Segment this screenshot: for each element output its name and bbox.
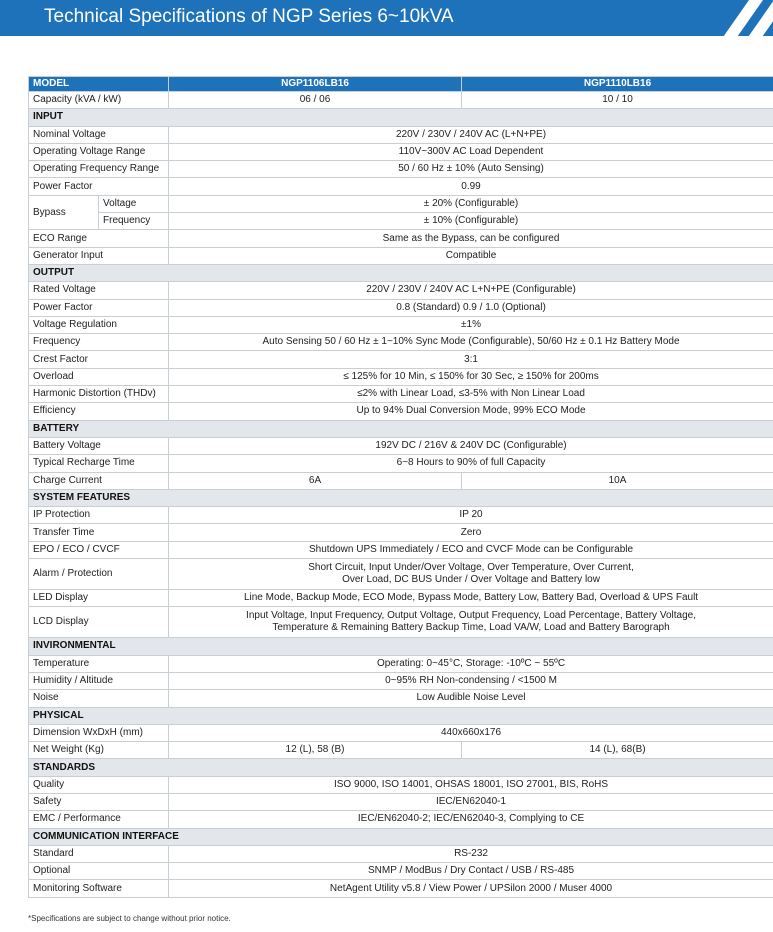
table-row [29,811,773,828]
section-title: INVIRONMENTAL [29,638,773,655]
table-row [29,590,773,607]
row-value: Same as the Bypass, can be configured [169,230,773,247]
row-label: Power Factor [29,299,169,316]
row-value: IEC/EN62040-1 [169,793,773,810]
row-value: 6~8 Hours to 90% of full Capacity [169,455,773,472]
table-row [29,230,773,247]
row-value [169,607,773,638]
row-value: Low Audible Noise Level [169,690,773,707]
row-label: Noise [29,690,169,707]
table-row [29,880,773,897]
section-title: OUTPUT [29,264,773,281]
row-value: 6A [169,472,462,489]
table-row [29,690,773,707]
row-label: Alarm / Protection [29,559,169,590]
row-label: Generator Input [29,247,169,264]
row-value: ±1% [169,316,773,333]
row-value: Auto Sensing 50 / 60 Hz ± 1~10% Sync Mode (Configurable), 50/60 Hz ± 0.1 Hz Battery Mode [169,334,773,351]
table-row [29,386,773,403]
table-header [29,77,773,92]
table-row [29,672,773,689]
row-label: Charge Current [29,472,169,489]
row-value: Line Mode, Backup Mode, ECO Mode, Bypass Mode, Battery Low, Battery Bad, Overload & UPS Fault [169,590,773,607]
row-label: Monitoring Software [29,880,169,897]
table-row [29,213,773,230]
table-row [29,776,773,793]
table-row [29,299,773,316]
spec-table [28,76,773,898]
row-label: Rated Voltage [29,282,169,299]
row-label: Overload [29,368,169,385]
table-row [29,282,773,299]
row-value: 220V / 230V / 240V AC (L+N+PE) [169,126,773,143]
row-value: NetAgent Utility v5.8 / View Power / UPSilon 2000 / Muser 4000 [169,880,773,897]
row-value-line: Input Voltage, Input Frequency, Output Voltage, Output Frequency, Load Percentage, Battery Voltage, [246,610,696,622]
table-row [29,437,773,454]
row-value: ISO 9000, ISO 14001, OHSAS 18001, ISO 27001, BIS, RoHS [169,776,773,793]
row-label: Safety [29,793,169,810]
row-label: Crest Factor [29,351,169,368]
section-header [29,489,773,506]
row-value: ≤2% with Linear Load, ≤3-5% with Non Linear Load [169,386,773,403]
row-value-line: Temperature & Remaining Battery Backup Time, Load VA/W, Load and Battery Barograph [272,622,670,634]
table-row [29,845,773,862]
row-label: Voltage Regulation [29,316,169,333]
section-title: BATTERY [29,420,773,437]
row-value: 12 (L), 58 (B) [169,742,462,759]
row-label: EPO / ECO / CVCF [29,541,169,558]
table-row [29,607,773,638]
table-row [29,559,773,590]
table-row [29,472,773,489]
header-col-2: NGP1110LB16 [462,77,773,92]
row-value: ± 10% (Configurable) [169,213,773,230]
row-value: 06 / 06 [169,92,462,109]
row-label: Optional [29,863,169,880]
header-col-1: NGP1106LB16 [169,77,462,92]
section-title: PHYSICAL [29,707,773,724]
row-value: 192V DC / 216V & 240V DC (Configurable) [169,437,773,454]
table-row [29,541,773,558]
row-label: Operating Frequency Range [29,161,169,178]
table-row [29,507,773,524]
row-value: 3:1 [169,351,773,368]
row-value: SNMP / ModBus / Dry Contact / USB / RS-485 [169,863,773,880]
section-header [29,109,773,126]
row-label: ECO Range [29,230,169,247]
table-row [29,126,773,143]
row-value-line: Over Load, DC BUS Under / Over Voltage and Battery low [342,574,600,586]
section-title: STANDARDS [29,759,773,776]
section-title: COMMUNICATION INTERFACE [29,828,773,845]
table-row [29,655,773,672]
table-row [29,316,773,333]
page-title: Technical Specifications of NGP Series 6~10kVA [44,6,454,27]
section-title: INPUT [29,109,773,126]
table-row [29,368,773,385]
row-label: Operating Voltage Range [29,143,169,160]
table-row [29,195,773,212]
row-label: Dimension WxDxH (mm) [29,724,169,741]
table-row [29,793,773,810]
row-label: Transfer Time [29,524,169,541]
table-row [29,403,773,420]
table-row [29,724,773,741]
row-label: Battery Voltage [29,437,169,454]
row-value: Zero [169,524,773,541]
row-label: Humidity / Altitude [29,672,169,689]
row-label: Power Factor [29,178,169,195]
table-row [29,247,773,264]
row-value: 10 / 10 [462,92,773,109]
row-label: Net Weight (Kg) [29,742,169,759]
row-value: 0.8 (Standard) 0.9 / 1.0 (Optional) [169,299,773,316]
row-sublabel: Frequency [99,213,169,230]
table-row [29,351,773,368]
title-banner [0,0,773,36]
row-value: 0.99 [169,178,773,195]
section-header [29,828,773,845]
row-value: Operating: 0~45°C, Storage: -10ºC ~ 55ºC [169,655,773,672]
row-value: ± 20% (Configurable) [169,195,773,212]
row-label: Quality [29,776,169,793]
section-header [29,707,773,724]
row-value: 50 / 60 Hz ± 10% (Auto Sensing) [169,161,773,178]
table-row [29,143,773,160]
row-label: Temperature [29,655,169,672]
row-label: EMC / Performance [29,811,169,828]
table-row [29,161,773,178]
row-value: IP 20 [169,507,773,524]
footnote: *Specifications are subject to change without prior notice. [28,914,231,923]
row-value: Up to 94% Dual Conversion Mode, 99% ECO Mode [169,403,773,420]
row-value: IEC/EN62040-2; IEC/EN62040-3, Complying to CE [169,811,773,828]
row-label: Frequency [29,334,169,351]
row-sublabel: Voltage [99,195,169,212]
row-value: RS-232 [169,845,773,862]
row-value: Shutdown UPS Immediately / ECO and CVCF Mode can be Configurable [169,541,773,558]
table-row [29,334,773,351]
section-header [29,420,773,437]
row-value: 14 (L), 68(B) [462,742,773,759]
row-label: Standard [29,845,169,862]
row-value: 110V~300V AC Load Dependent [169,143,773,160]
row-value: 0~95% RH Non-condensing / <1500 M [169,672,773,689]
row-value [169,559,773,590]
row-label: LED Display [29,590,169,607]
row-label: Harmonic Distortion (THDv) [29,386,169,403]
row-label: Typical Recharge Time [29,455,169,472]
section-header [29,759,773,776]
row-value: Compatible [169,247,773,264]
table-row [29,863,773,880]
row-label: Nominal Voltage [29,126,169,143]
row-value-line: Short Circuit, Input Under/Over Voltage, Over Temperature, Over Current, [308,562,634,574]
table-row [29,92,773,109]
row-label: LCD Display [29,607,169,638]
row-label: Efficiency [29,403,169,420]
row-value: 10A [462,472,773,489]
header-model: MODEL [29,77,169,92]
table-row [29,455,773,472]
table-row [29,524,773,541]
section-header [29,264,773,281]
section-title: SYSTEM FEATURES [29,489,773,506]
row-value: 440x660x176 [169,724,773,741]
row-label: Capacity (kVA / kW) [29,92,169,109]
section-header [29,638,773,655]
row-label: Bypass [29,195,99,230]
row-label: IP Protection [29,507,169,524]
table-row [29,742,773,759]
row-value: 220V / 230V / 240V AC L+N+PE (Configurable) [169,282,773,299]
row-value: ≤ 125% for 10 Min, ≤ 150% for 30 Sec, ≥ 150% for 200ms [169,368,773,385]
table-row [29,178,773,195]
